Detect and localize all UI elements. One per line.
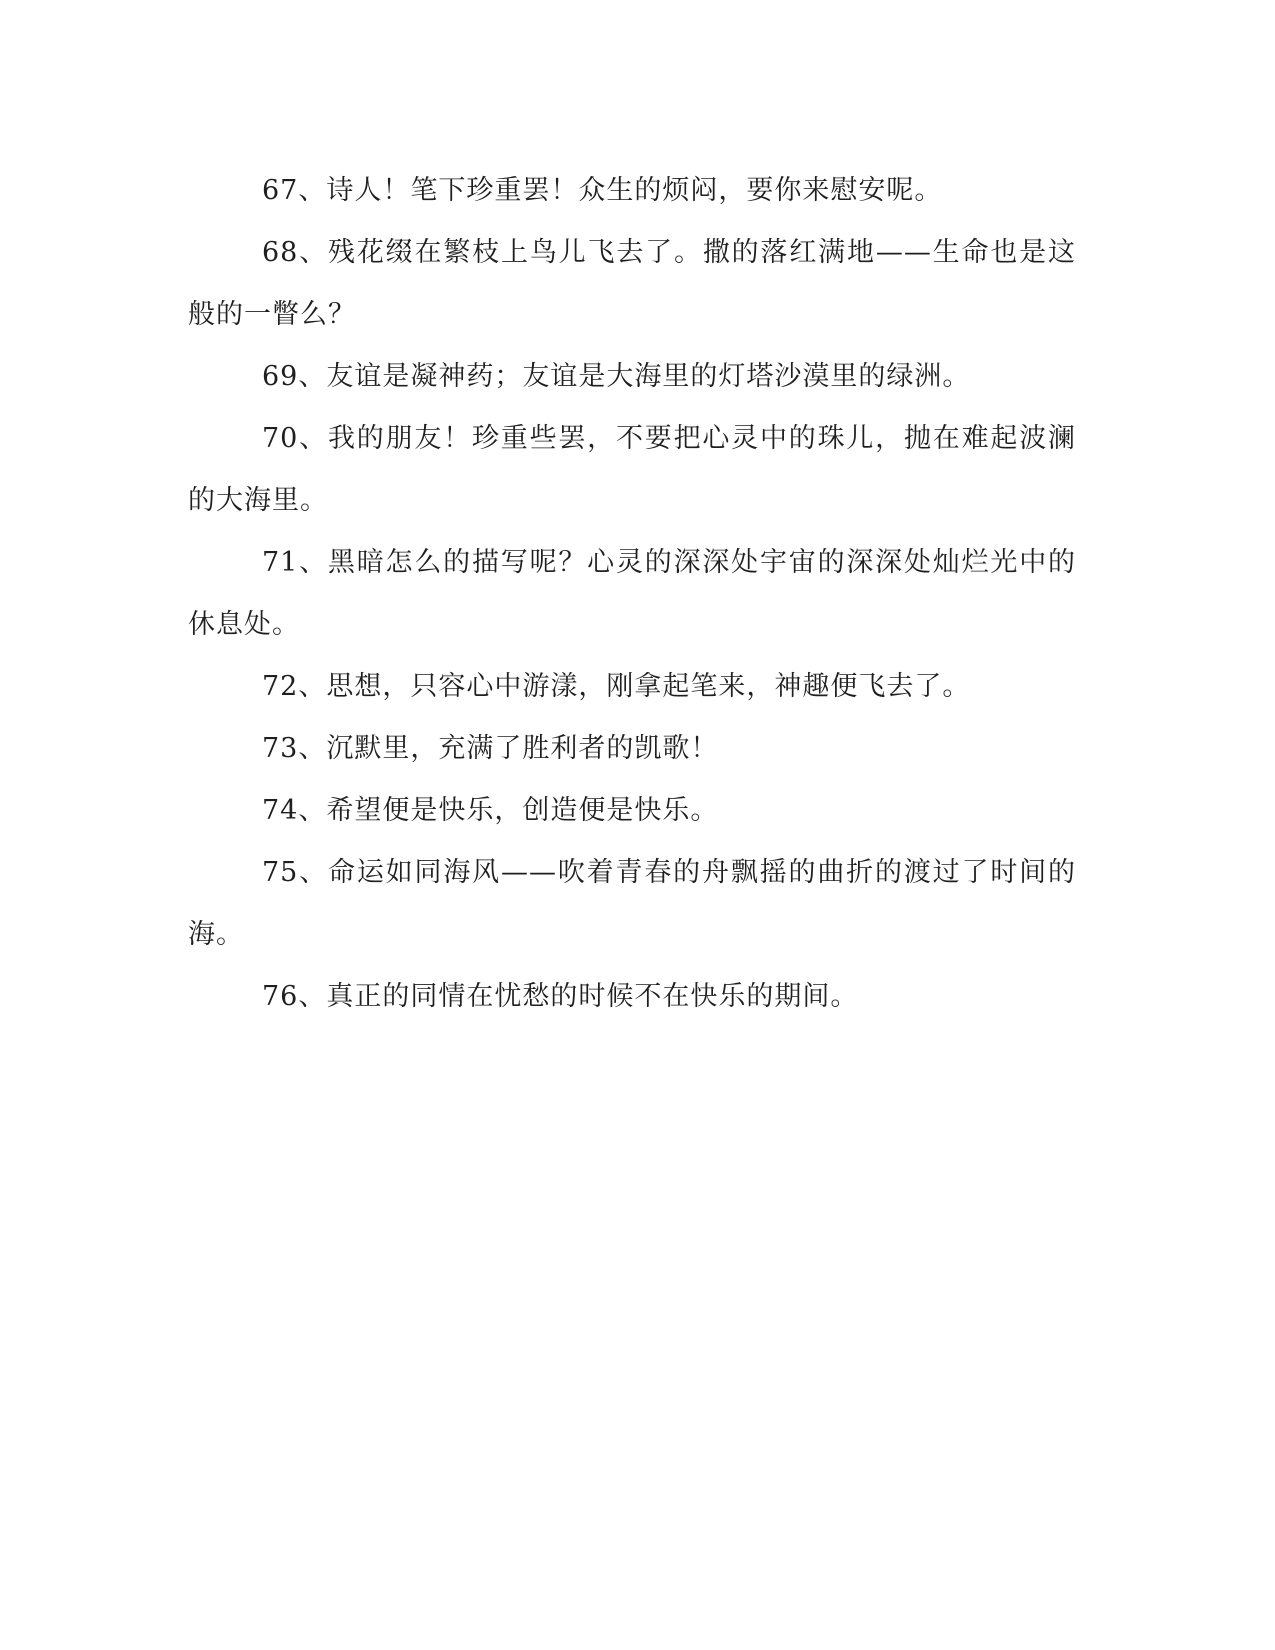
paragraph-68: 68、残花缀在繁枝上鸟儿飞去了。撒的落红满地——生命也是这般的一瞥么？ [188,237,1076,330]
paragraph-76: 76、真正的同情在忧愁的时候不在快乐的期间。 [262,981,859,1012]
paragraph-70: 70、我的朋友！珍重些罢，不要把心灵中的珠儿，抛在难起波澜的大海里。 [188,423,1076,516]
paragraph-72: 72、思想，只容心中游漾，刚拿起笔来，神趣便飞去了。 [262,671,971,702]
paragraph-71: 71、黑暗怎么的描写呢？心灵的深深处宇宙的深深处灿烂光中的休息处。 [188,547,1076,640]
paragraph-74: 74、希望便是快乐，创造便是快乐。 [262,795,719,826]
paragraph-67: 67、诗人！笔下珍重罢！众生的烦闷，要你来慰安呢。 [262,175,943,206]
paragraph-73: 73、沉默里，充满了胜利者的凯歌！ [262,733,719,764]
document-body [188,160,1076,1028]
paragraph-75: 75、命运如同海风——吹着青春的舟飘摇的曲折的渡过了时间的海。 [188,857,1076,950]
paragraph-69: 69、友谊是凝神药；友谊是大海里的灯塔沙漠里的绿洲。 [262,361,971,392]
